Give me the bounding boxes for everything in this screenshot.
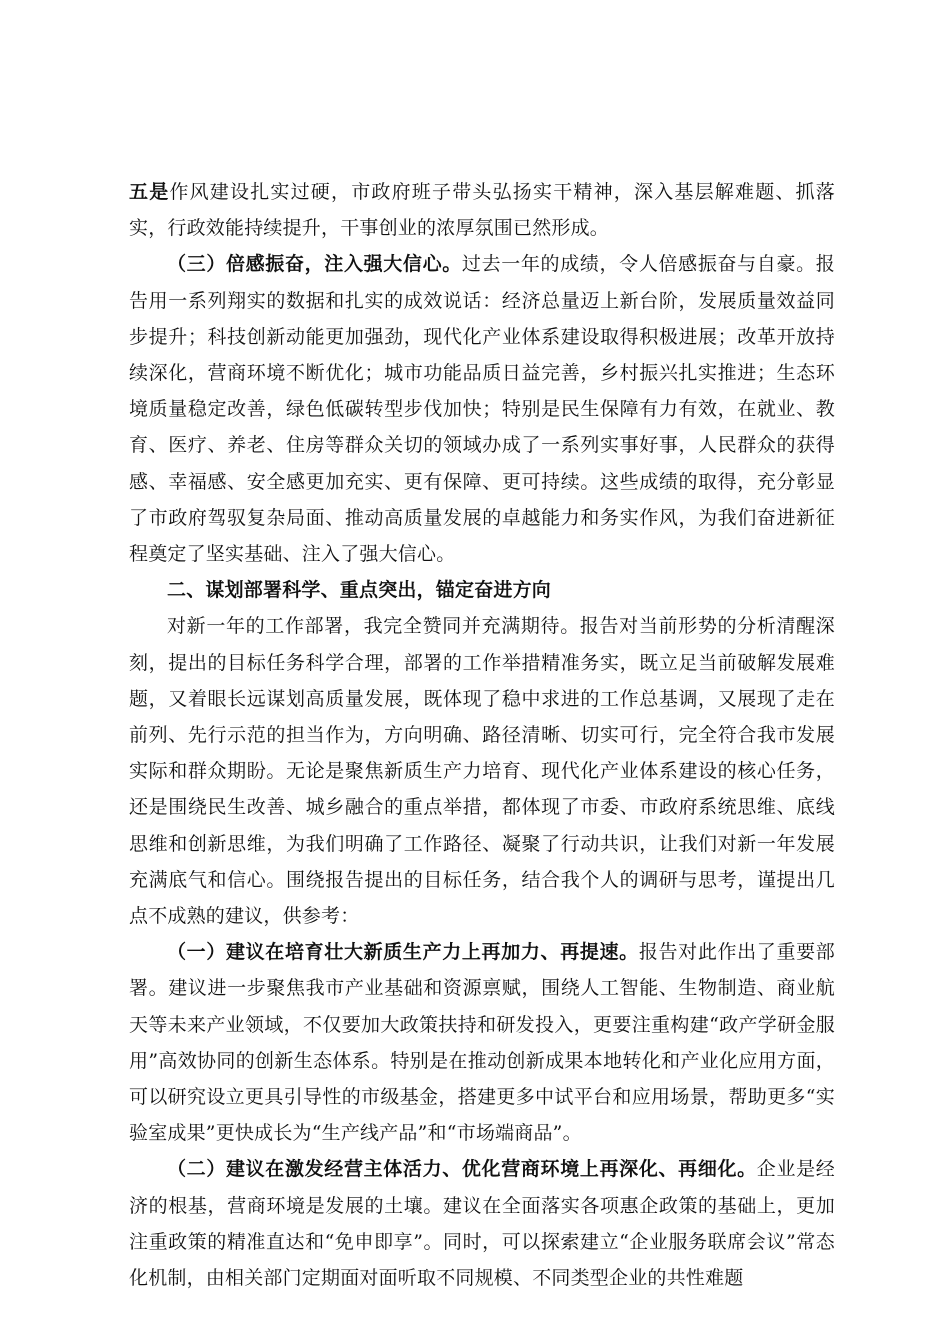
paragraph-lead: 五是 bbox=[129, 181, 170, 203]
paragraph-text: 企业是经济的根基，营商环境是发展的土壤。建议在全面落实各项惠企政策的基础上，更加注重政策的精准直达和“免申即享”。同时，可以探索建立“企业服务联席会议”常态化机制，由相关部门定期面对面听取不同规模、不同类型企业的共性难题 bbox=[129, 1158, 835, 1290]
paragraph-lead: （三）倍感振奋，注入强大信心。 bbox=[167, 253, 462, 276]
paragraph-lead: （一）建议在培育壮大新质生产力上再加力、再提速。 bbox=[167, 941, 639, 964]
paragraph-five bbox=[129, 174, 835, 246]
paragraph-text: 过去一年的成绩，令人倍感振奋与自豪。报告用一系列翔实的数据和扎实的成效说话：经济总量迈上新台阶，发展质量效益同步提升；科技创新动能更加强劲，现代化产业体系建设取得积极进展；改革开放持续深化，营商环境不断优化；城市功能品质日益完善，乡村振兴扎实推进；生态环境质量稳定改善，绿色低碳转型步伐加快；特别是民生保障有力有效，在就业、教育、医疗、养老、住房等群众关切的领域办成了一系列实事好事，人民群众的获得感、幸福感、安全感更加充实、更有保障、更可持续。这些成绩的取得，充分彰显了市政府驾驭复杂局面、推动高质量发展的卓越能力和务实作风，为我们奋进新征程奠定了坚实基础、注入了强大信心。 bbox=[129, 253, 835, 566]
section-heading-two: 二、谋划部署科学、重点突出，锚定奋进方向 bbox=[167, 579, 552, 602]
paragraph-section-three bbox=[129, 246, 835, 572]
paragraph-suggestion-two bbox=[129, 1151, 835, 1296]
paragraph-text: 报告对此作出了重要部署。建议进一步聚焦我市产业基础和资源禀赋，围绕人工智能、生物制造、商业航天等未来产业领域，不仅要加大政策扶持和研发投入，更要注重构建“政产学研金服用”高效协同的创新生态体系。特别是在推动创新成果本地转化和产业化应用方面，可以研究设立更具引导性的市级基金，搭建更多中试平台和应用场景，帮助更多“实验室成果”更快成长为“生产线产品”和“市场端商品”。 bbox=[129, 941, 835, 1145]
paragraph-suggestion-one bbox=[129, 934, 835, 1151]
paragraph-lead: （二）建议在激发经营主体活力、优化营商环境上再深化、再细化。 bbox=[167, 1158, 757, 1181]
document-body bbox=[129, 174, 835, 1296]
paragraph-text: 作风建设扎实过硬，市政府班子带头弘扬实干精神，深入基层解难题、抓落实，行政效能持续提升，干事创业的浓厚氛围已然形成。 bbox=[129, 181, 835, 240]
paragraph-work-plan bbox=[129, 608, 835, 934]
paragraph-text: 对新一年的工作部署，我完全赞同并充满期待。报告对当前形势的分析清醒深刻，提出的目标任务科学合理，部署的工作举措精准务实，既立足当前破解发展难题，又着眼长远谋划高质量发展，既体现了稳中求进的工作总基调，又展现了走在前列、先行示范的担当作为，方向明确、路径清晰、切实可行，完全符合我市发展实际和群众期盼。无论是聚焦新质生产力培育、现代化产业体系建设的核心任务，还是围绕民生改善、城乡融合的重点举措，都体现了市委、市政府系统思维、底线思维和创新思维，为我们明确了工作路径、凝聚了行动共识，让我们对新一年发展充满底气和信心。围绕报告提出的目标任务，结合我个人的调研与思考，谨提出几点不成熟的建议，供参考： bbox=[129, 615, 835, 928]
